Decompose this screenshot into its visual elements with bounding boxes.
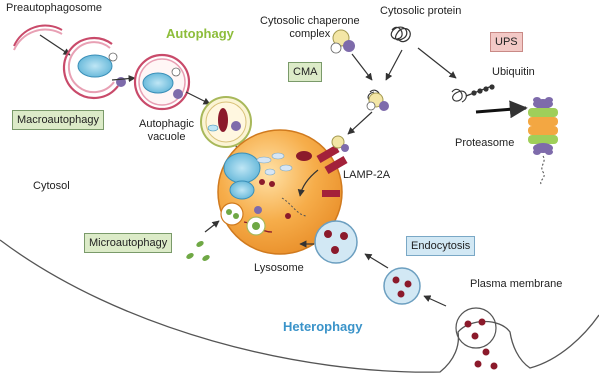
arrow-ubiquitin-to-proteasome xyxy=(476,108,526,112)
label-autophagic-vacuole: Autophagic vacuole xyxy=(139,118,195,143)
label-lysosome: Lysosome xyxy=(254,262,304,274)
proteasome-icon xyxy=(528,97,558,184)
preautophagosome-icon xyxy=(14,26,62,50)
membrane-pit-cargo-icon xyxy=(456,308,498,370)
autophagosome-icon xyxy=(135,55,189,109)
label-ubiquitin: Ubiquitin xyxy=(492,66,535,78)
label-cytosolic-protein: Cytosolic protein xyxy=(380,5,462,17)
cytosolic-protein-icon xyxy=(391,27,410,42)
arrow-autophagosome-to-vacuole xyxy=(186,92,210,104)
title-autophagy: Autophagy xyxy=(166,26,234,41)
arrow-protein-to-cma xyxy=(386,50,402,80)
box-ups: UPS xyxy=(490,32,523,52)
arrow-cma-to-lamp2a xyxy=(348,112,372,134)
autophagic-vacuole-icon xyxy=(201,97,251,147)
endocytic-vesicle-small-icon xyxy=(384,268,420,304)
arrow-pre-to-phagophore xyxy=(40,35,70,55)
box-microautophagy: Microautophagy xyxy=(84,233,172,253)
ubiquitinated-protein-icon xyxy=(452,84,495,102)
box-macroautophagy: Macroautophagy xyxy=(12,110,104,130)
title-heterophagy: Heterophagy xyxy=(283,319,363,334)
arrow-micro-to-lysosome xyxy=(205,221,219,232)
label-plasma-membrane: Plasma membrane xyxy=(470,278,563,290)
arrow-small-vesicle-up xyxy=(365,254,388,268)
box-endocytosis: Endocytosis xyxy=(406,236,475,256)
phagophore-icon xyxy=(64,38,126,98)
cma-substrate-complex-icon xyxy=(367,90,389,111)
arrow-membrane-to-vesicle xyxy=(424,296,446,306)
label-cytosolic-chaperone-complex: Cytosolic chaperone complex xyxy=(260,15,360,40)
label-lamp2a: LAMP-2A xyxy=(343,169,391,181)
label-preautophagosome: Preautophagosome xyxy=(6,2,103,14)
label-cytosol: Cytosol xyxy=(33,180,70,192)
plasma-membrane xyxy=(0,240,599,372)
endocytic-vesicle-large-icon xyxy=(315,221,357,263)
arrow-protein-to-ubiquitin xyxy=(418,48,456,78)
label-proteasome: Proteasome xyxy=(455,137,515,149)
arrow-chaperone-to-cma xyxy=(352,54,372,80)
box-cma: CMA xyxy=(288,62,322,82)
cytosolic-cargo-green-icon xyxy=(185,240,210,262)
